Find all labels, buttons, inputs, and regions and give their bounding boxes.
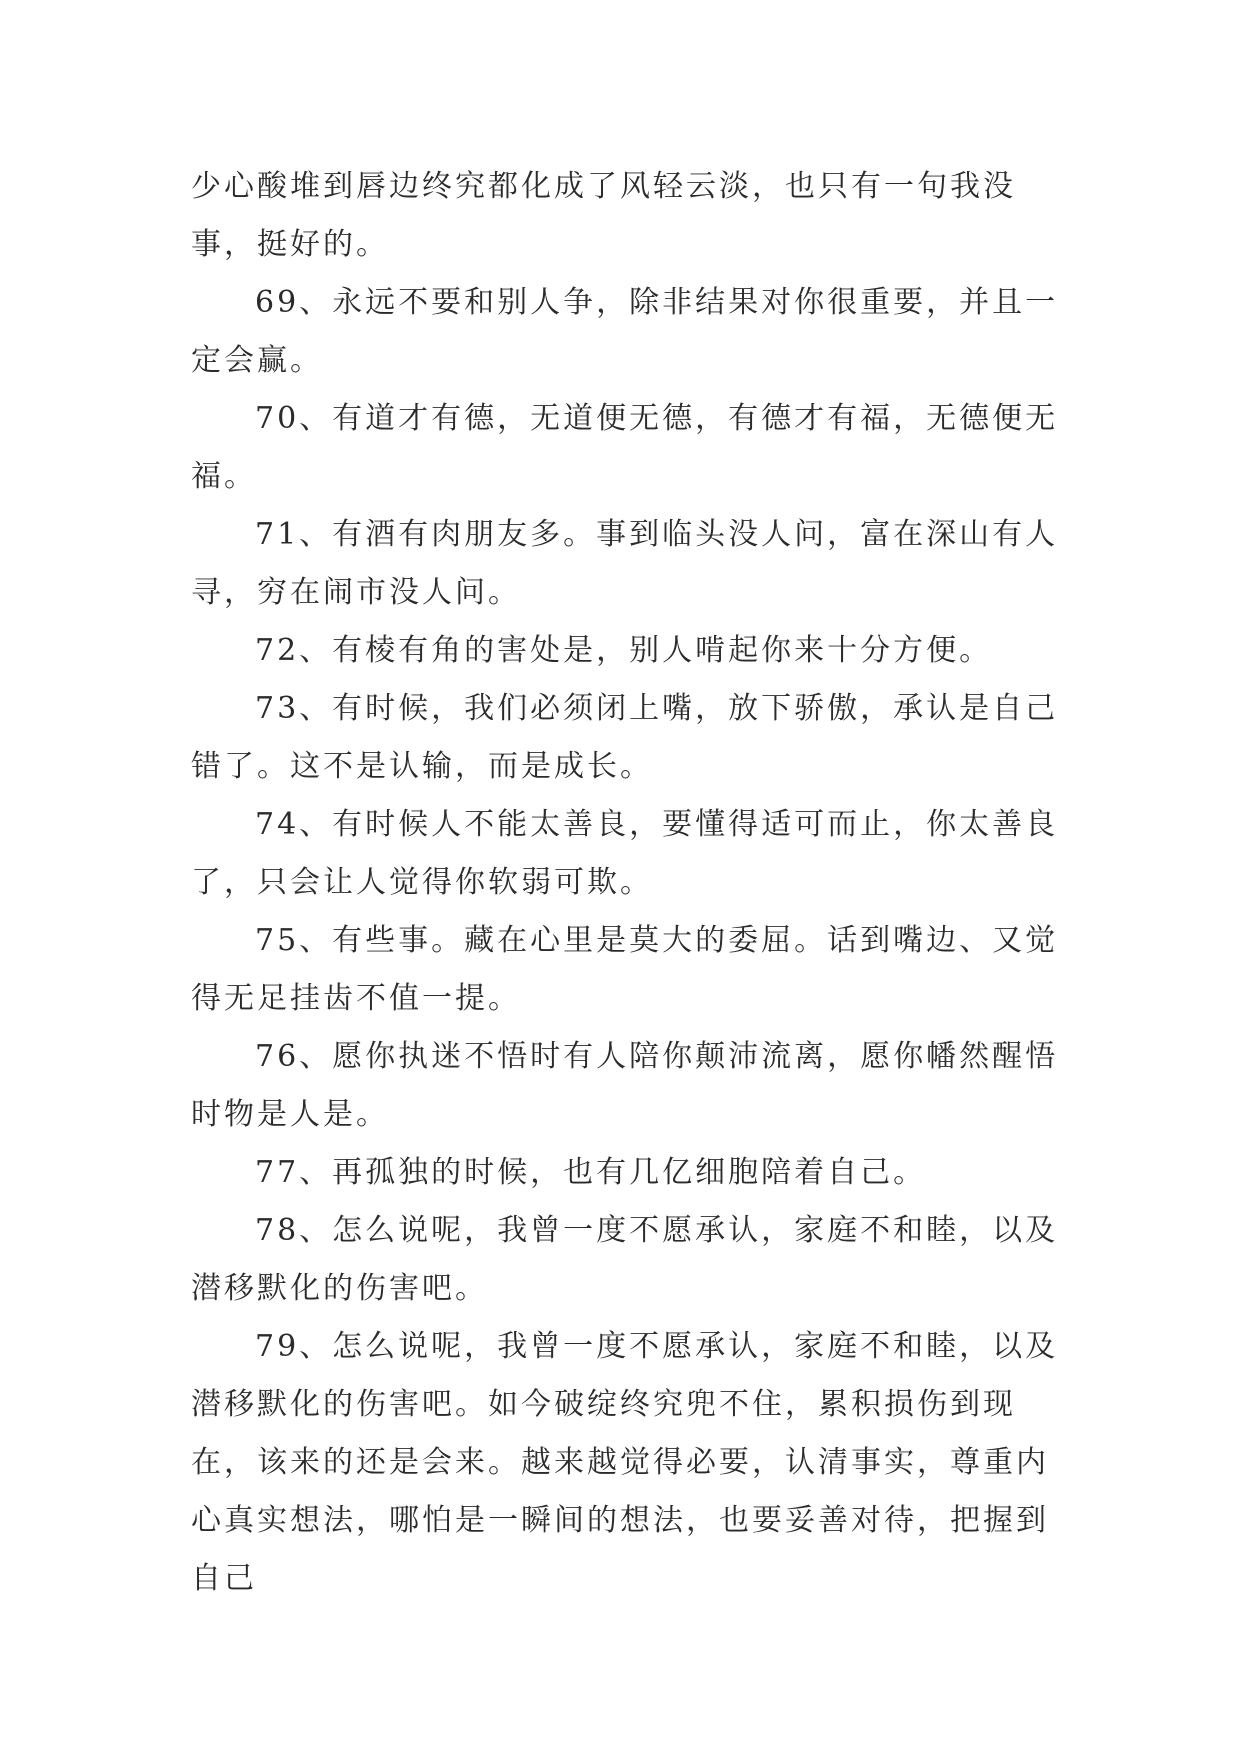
paragraph-69: 69、永远不要和别人争，除非结果对你很重要，并且一定会赢。 bbox=[191, 285, 1059, 378]
paragraph-79: 79、怎么说呢，我曾一度不愿承认，家庭不和睦，以及潜移默化的伤害吧。如今破绽终究兜不住，累积损伤到现在，该来的还是会来。越来越觉得必要，认清事实，尊重内心真实想法，哪怕是一瞬间的想法，也要妥善对待，把握到自己 bbox=[191, 1329, 1059, 1596]
paragraph: 少心酸堆到唇边终究都化成了风轻云淡，也只有一句我没事，挺好的。 bbox=[191, 169, 1016, 262]
paragraph-75: 75、有些事。藏在心里是莫大的委屈。话到嘴边、又觉得无足挂齿不值一提。 bbox=[191, 923, 1059, 1016]
paragraph-74: 74、有时候人不能太善良，要懂得适可而止，你太善良了，只会让人觉得你软弱可欺。 bbox=[191, 807, 1059, 900]
paragraph-72: 72、有棱有角的害处是，别人啃起你来十分方便。 bbox=[255, 633, 993, 668]
paragraph-77: 77、再孤独的时候，也有几亿细胞陪着自己。 bbox=[255, 1155, 927, 1190]
paragraph-78: 78、怎么说呢，我曾一度不愿承认，家庭不和睦，以及潜移默化的伤害吧。 bbox=[191, 1213, 1059, 1306]
paragraph-70: 70、有道才有德，无道便无德，有德才有福，无德便无福。 bbox=[191, 401, 1059, 494]
paragraph-76: 76、愿你执迷不悟时有人陪你颠沛流离，愿你幡然醒悟时物是人是。 bbox=[191, 1039, 1059, 1132]
paragraph-71: 71、有酒有肉朋友多。事到临头没人问，富在深山有人寻，穷在闹市没人问。 bbox=[191, 517, 1059, 610]
document-body bbox=[191, 158, 1061, 1608]
paragraph-73: 73、有时候，我们必须闭上嘴，放下骄傲，承认是自己错了。这不是认输，而是成长。 bbox=[191, 691, 1059, 784]
